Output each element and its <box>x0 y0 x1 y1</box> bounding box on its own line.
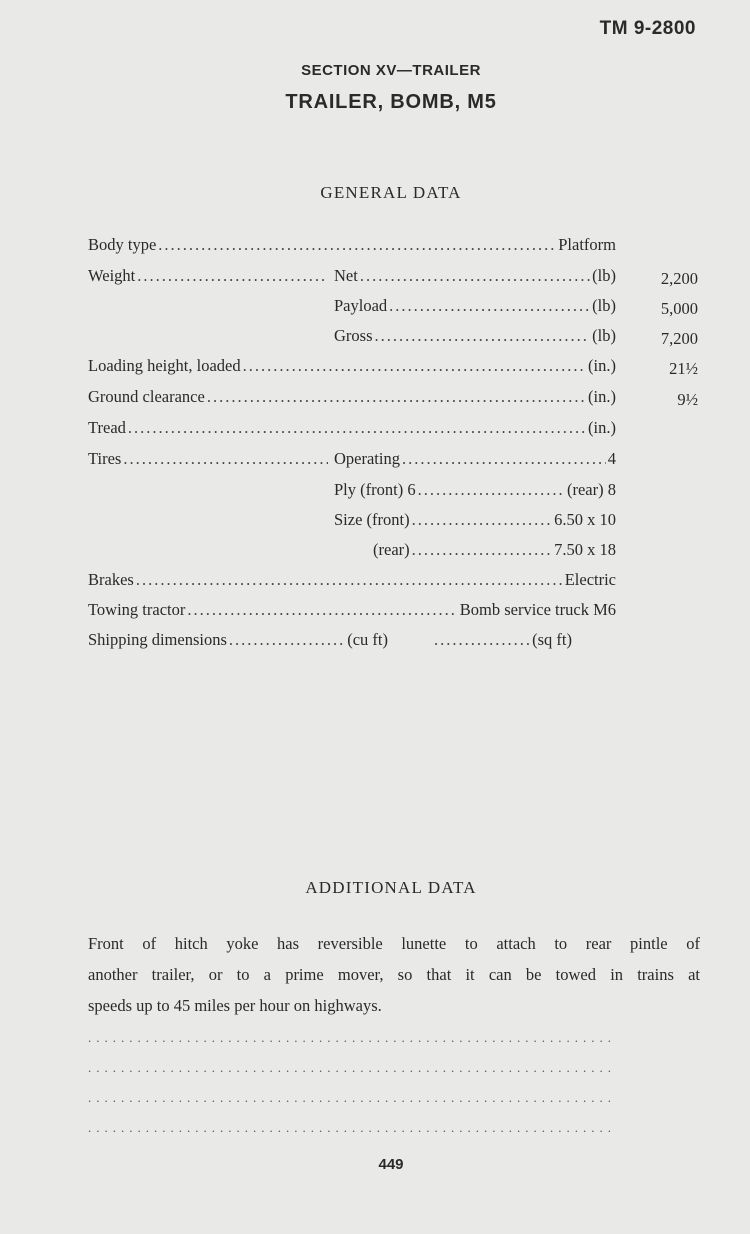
document-id: TM 9-2800 <box>599 18 696 39</box>
leader-dots <box>137 266 328 286</box>
general-data-heading: GENERAL DATA <box>320 183 462 202</box>
row-label: Tires <box>88 449 122 468</box>
row-unit: Electric <box>564 570 616 589</box>
data-row-tread <box>88 418 616 440</box>
row-sublabel: Operating <box>334 449 400 468</box>
row-unit: (rear) 8 <box>566 480 616 499</box>
row-label: Brakes <box>88 570 134 589</box>
data-row-ground-clearance <box>88 387 616 409</box>
paragraph-line: speeds up to 45 miles per hour on highways. <box>88 996 382 1015</box>
additional-data-heading: ADDITIONAL DATA <box>305 878 477 897</box>
row-sublabel: (rear) <box>373 540 410 559</box>
row-label: Shipping dimensions <box>88 630 227 649</box>
leader-dots <box>434 630 530 650</box>
blank-entry-line <box>88 1120 616 1132</box>
leader-dots <box>187 600 457 620</box>
data-row-towing-tractor <box>88 600 616 622</box>
leader-dots <box>123 449 328 469</box>
page-number: 449 <box>378 1156 404 1173</box>
row-sublabel: Gross <box>334 326 373 345</box>
row-label: Tread <box>88 418 126 437</box>
leader-dots <box>402 449 606 469</box>
row-value: 2,200 <box>660 269 698 288</box>
row-unit: (in.) <box>588 387 616 406</box>
row-unit: 4 <box>607 449 616 468</box>
leader-dots <box>412 540 552 560</box>
data-row-brakes <box>88 570 616 592</box>
row-unit: (lb) <box>592 326 616 345</box>
data-row-body-type <box>88 235 616 257</box>
leader-dots <box>158 235 556 255</box>
row-label: Loading height, loaded <box>88 356 241 375</box>
leader-dots <box>412 510 553 530</box>
row-label: Weight <box>88 266 136 285</box>
data-subrow-operating <box>334 449 616 471</box>
row-label: Towing tractor <box>88 600 186 619</box>
row-unit: Bomb service truck M6 <box>459 600 616 619</box>
data-subrow-net <box>334 266 616 288</box>
row-value: 7,200 <box>660 329 698 348</box>
data-subrow-size-rear <box>373 540 616 562</box>
data-subrow-gross <box>334 326 616 348</box>
row-unit: Platform <box>558 235 616 254</box>
leader-dots <box>375 326 591 346</box>
data-subrow-payload <box>334 296 616 318</box>
row-value: 21½ <box>669 359 698 378</box>
row-value: 5,000 <box>660 299 698 318</box>
paragraph-line: another trailer, or to a prime mover, so that it can be towed in trains at <box>88 965 700 984</box>
row-unit: (lb) <box>592 296 616 315</box>
data-row-weight <box>88 266 330 288</box>
page-title: TRAILER, BOMB, M5 <box>285 91 497 113</box>
row-unit: (in.) <box>588 418 616 437</box>
blank-entry-line <box>88 1060 616 1072</box>
row-unit: (sq ft) <box>532 630 572 649</box>
data-subrow-shipping-area <box>432 630 572 652</box>
leader-dots <box>136 570 563 590</box>
row-sublabel: Size (front) <box>334 510 410 529</box>
data-row-shipping-dimensions <box>88 630 388 652</box>
leader-dots <box>360 266 590 286</box>
data-subrow-size-front <box>334 510 616 532</box>
additional-data-paragraph <box>88 928 700 1021</box>
leader-dots <box>229 630 345 650</box>
leader-dots <box>243 356 586 376</box>
data-subrow-ply <box>334 480 616 502</box>
paragraph-line: Front of hitch yoke has reversible lunette to attach to rear pintle of <box>88 934 700 953</box>
row-label: Body type <box>88 235 157 254</box>
leader-dots <box>128 418 586 438</box>
leader-dots <box>207 387 586 407</box>
row-unit: 7.50 x 18 <box>554 540 616 559</box>
row-label: Ground clearance <box>88 387 205 406</box>
leader-dots <box>418 480 565 500</box>
blank-entry-line <box>88 1030 616 1042</box>
row-sublabel: Net <box>334 266 358 285</box>
row-unit: 6.50 x 10 <box>554 510 616 529</box>
row-sublabel: Payload <box>334 296 388 315</box>
blank-entry-line <box>88 1090 616 1102</box>
row-unit: (in.) <box>588 356 616 375</box>
section-label: SECTION XV—TRAILER <box>301 62 481 79</box>
data-row-loading-height <box>88 356 616 378</box>
row-sublabel: Ply (front) 6 <box>334 480 416 499</box>
row-value: 9½ <box>677 390 698 409</box>
data-row-tires <box>88 449 330 471</box>
row-unit: (cu ft) <box>347 630 388 649</box>
leader-dots <box>389 296 590 316</box>
row-unit: (lb) <box>592 266 616 285</box>
